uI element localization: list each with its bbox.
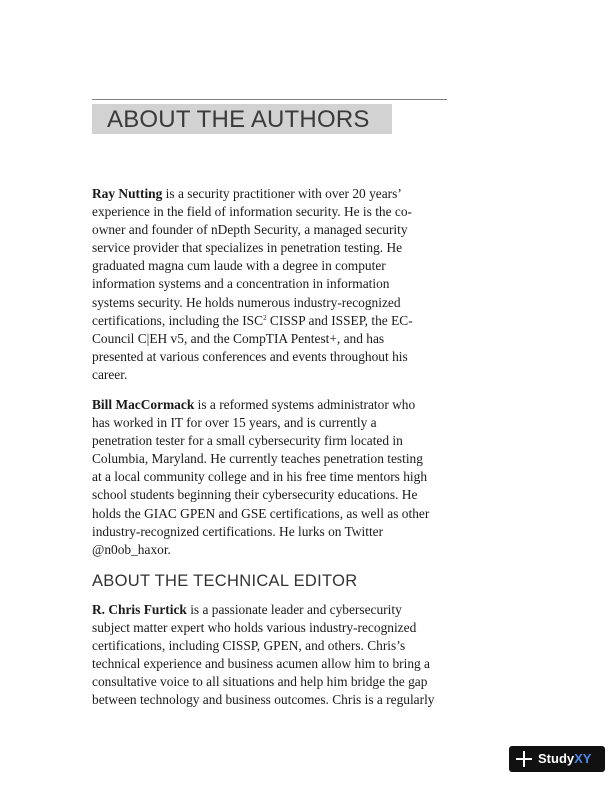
bio-line: at a local community college and in his free time mentors high [92, 469, 428, 485]
bio-line: @n0ob_haxor. [92, 541, 171, 557]
bio-line: Council C|EH v5, and the CompTIA Pentest+, and has [92, 330, 385, 346]
author-name: Bill MacCormack [92, 397, 195, 412]
bio-line: school students beginning their cybersecurity educations. He [92, 487, 418, 503]
bio-line: certifications, including the ISC$^2$ CISSP and ISSEP, the EC- [92, 312, 413, 328]
bio-line: information systems and a concentration in information [92, 276, 390, 292]
author-bio-ray-nutting [92, 185, 452, 384]
bio-line: career. [92, 366, 128, 382]
plus-icon [516, 751, 532, 767]
bio-line: systems security. He holds numerous industry-recognized [92, 294, 401, 310]
bio-line: owner and founder of nDepth Security, a managed security [92, 222, 408, 238]
author-name: Ray Nutting [92, 186, 163, 201]
bio-line: subject matter expert who holds various industry-recognized [92, 620, 417, 636]
watermark-brand: StudyXY [538, 751, 592, 766]
author-bio-bill-maccormack [92, 396, 452, 559]
bio-line: between technology and business outcomes. Chris is a regularly [92, 692, 435, 708]
studyxy-watermark-badge[interactable] [509, 746, 605, 772]
bio-line: Bill MacCormack is a reformed systems administrator who [92, 397, 416, 412]
bio-line: Columbia, Maryland. He currently teaches penetration testing [92, 451, 423, 467]
superscript: 2 [263, 313, 267, 322]
section-heading-technical-editor: ABOUT THE TECHNICAL EDITOR [92, 572, 358, 590]
bio-line: holds the GIAC GPEN and GSE certifications, as well as other [92, 505, 430, 521]
bio-line: has worked in IT for over 15 years, and is currently a [92, 415, 377, 431]
page-title: ABOUT THE AUTHORS [107, 106, 370, 133]
bio-line: R. Chris Furtick is a passionate leader and cybersecurity [92, 602, 402, 617]
bio-line: technical experience and business acumen allow him to bring a [92, 656, 430, 672]
bio-line: Ray Nutting is a security practitioner with over 20 years’ [92, 186, 402, 201]
bio-line: graduated magna cum laude with a degree in computer [92, 258, 386, 274]
editor-bio-chris-furtick [92, 601, 452, 710]
title-rule [92, 99, 447, 100]
bio-line: presented at various conferences and events throughout his [92, 348, 408, 364]
editor-name: R. Chris Furtick [92, 602, 187, 617]
bio-line: experience in the field of information security. He is the co- [92, 204, 413, 220]
bio-line: certifications, including CISSP, GPEN, and others. Chris’s [92, 638, 406, 654]
bio-line: consultative voice to all situations and help him bridge the gap [92, 674, 428, 690]
bio-line: industry-recognized certifications. He lurks on Twitter [92, 523, 384, 539]
bio-line: penetration tester for a small cybersecurity firm located in [92, 433, 403, 449]
bio-line: service provider that specializes in penetration testing. He [92, 240, 403, 256]
